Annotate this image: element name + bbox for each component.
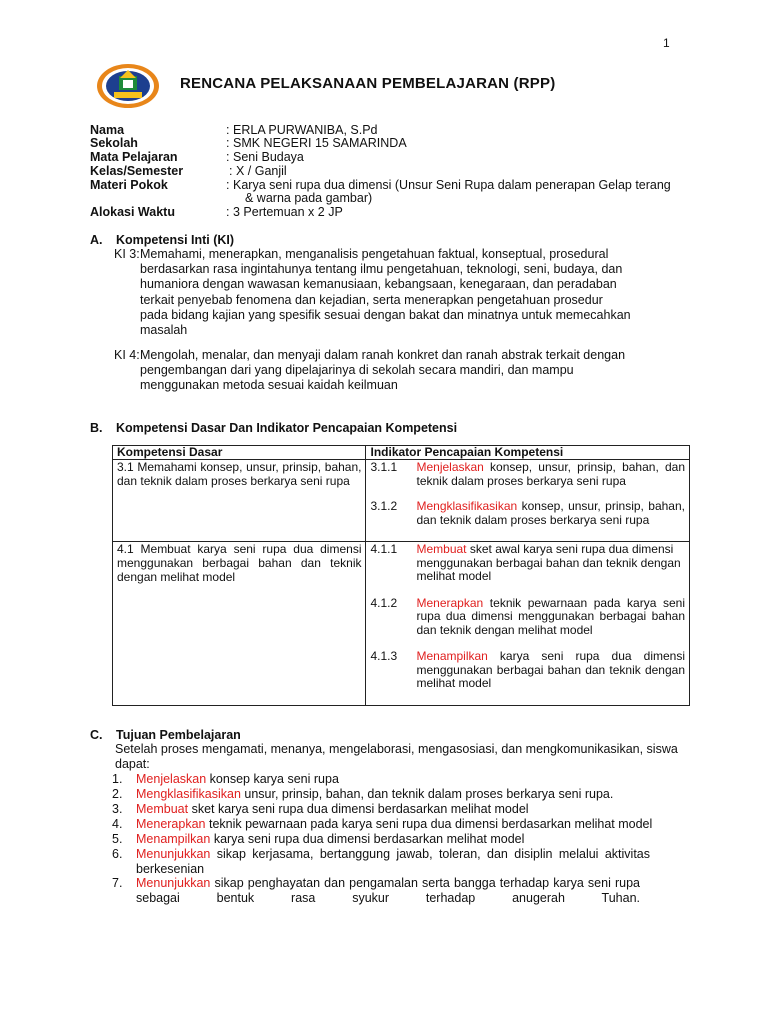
identity-value-continued: & warna pada gambar) xyxy=(245,191,373,205)
ki4-label: KI 4: xyxy=(114,348,140,362)
section-letter: B. xyxy=(90,421,103,435)
indicator-rest: teknik pewarnaan pada karya seni rupa dua dimensi menggunakan berbagai bahan dan teknik dengan melihat model xyxy=(416,595,685,637)
indicator-text xyxy=(416,597,685,638)
table-row xyxy=(113,460,690,542)
ki4-line: Mengolah, menalar, dan menyaji dalam ranah konkret dan ranah abstrak terkait dengan xyxy=(140,348,626,362)
indicator-rest: karya seni rupa dua dimensi menggunakan berbagai bahan dan teknik dengan melihat model xyxy=(416,649,685,690)
indicator-text xyxy=(416,500,685,527)
identity-label: Alokasi Waktu xyxy=(90,205,175,219)
school-logo-emblem xyxy=(96,62,160,110)
tujuan-item xyxy=(112,772,672,787)
identity-value: Karya seni rupa dua dimensi (Unsur Seni Rupa dalam penerapan Gelap terang xyxy=(233,178,671,192)
indicator-rest: konsep, unsur, prinsip, bahan, dan teknik dalam proses berkarya seni rupa xyxy=(416,460,685,488)
tujuan-item xyxy=(112,817,672,832)
tujuan-verb: Mengklasifikasikan xyxy=(136,787,241,801)
identity-label: Materi Pokok xyxy=(90,178,168,192)
identity-separator: : xyxy=(226,123,230,137)
table-row xyxy=(113,542,690,706)
kd-text: 3.1 Memahami konsep, unsur, prinsip, bahan, dan teknik dalam proses berkarya seni rupa xyxy=(117,460,362,488)
ki3-label: KI 3: xyxy=(114,247,140,261)
identity-value: X / Ganjil xyxy=(236,164,287,178)
ki3-text xyxy=(140,247,673,338)
tujuan-item xyxy=(112,787,672,802)
tujuan-text xyxy=(136,832,672,847)
kd-cell xyxy=(113,460,366,542)
identity-row-mata-pelajaran xyxy=(90,150,710,164)
indicator-number: 3.1.2 xyxy=(370,499,398,513)
tujuan-verb: Menunjukkan xyxy=(136,876,211,890)
tujuan-rest: konsep karya seni rupa xyxy=(206,772,339,786)
identity-value: 3 Pertemuan x 2 JP xyxy=(233,205,343,219)
tujuan-number: 7. xyxy=(112,876,123,890)
tujuan-number: 2. xyxy=(112,787,123,801)
section-c-heading xyxy=(90,728,241,742)
identity-row-nama xyxy=(90,123,710,137)
identity-row-alokasi-waktu xyxy=(90,205,710,219)
col-header-ipk: Indikator Pencapaian Kompetensi xyxy=(366,446,690,460)
identity-separator: : xyxy=(226,178,230,192)
section-title: Kompetensi Dasar Dan Indikator Pencapaian Kompetensi xyxy=(116,421,458,435)
tujuan-intro-line: dapat: xyxy=(115,757,150,771)
ki3-line: Memahami, menerapkan, menganalisis pengetahuan faktual, konseptual, prosedural xyxy=(140,247,609,261)
kd-cell xyxy=(113,542,366,706)
indicator-number: 4.1.1 xyxy=(370,542,398,556)
indicator-text xyxy=(416,650,685,691)
ki4-text xyxy=(140,348,673,394)
ki3-line: humaniora dengan wawasan kemanusiaan, kebangsaan, kenegaraan, dan peradaban xyxy=(140,277,617,292)
identity-label: Sekolah xyxy=(90,136,138,150)
indicator-rest: konsep, unsur, prinsip, bahan, dan teknik dalam proses berkarya seni rupa xyxy=(416,499,685,527)
tujuan-number: 1. xyxy=(112,772,123,786)
ipk-cell xyxy=(366,542,690,706)
tujuan-verb: Menampilkan xyxy=(136,832,211,846)
indicator-number: 4.1.3 xyxy=(370,649,398,663)
identity-value: Seni Budaya xyxy=(233,150,304,164)
tujuan-text xyxy=(136,817,672,832)
section-letter: A. xyxy=(90,233,103,247)
tujuan-number: 5. xyxy=(112,832,123,846)
section-title: Kompetensi Inti (KI) xyxy=(116,233,235,247)
tujuan-text xyxy=(136,802,672,817)
indicator-number: 3.1.1 xyxy=(370,460,398,474)
indicator-text xyxy=(416,543,685,584)
tujuan-item xyxy=(112,847,650,877)
tujuan-text xyxy=(136,847,650,877)
tujuan-verb: Menunjukkan xyxy=(136,847,211,861)
col-header-kd: Kompetensi Dasar xyxy=(113,446,366,460)
tujuan-verb: Membuat xyxy=(136,802,189,816)
indicator-verb: Membuat xyxy=(416,542,467,556)
ki4-line: menggunakan metoda sesuai kaidah keilmuan xyxy=(140,378,398,393)
identity-value: SMK NEGERI 15 SAMARINDA xyxy=(233,136,407,150)
tujuan-number: 3. xyxy=(112,802,123,816)
tujuan-text xyxy=(136,876,640,906)
indicator-item xyxy=(370,500,685,527)
tujuan-text xyxy=(136,787,672,802)
ki3-line: masalah xyxy=(140,323,188,338)
identity-label: Nama xyxy=(90,123,125,137)
identity-separator: : xyxy=(226,150,230,164)
identity-separator: : xyxy=(226,205,230,219)
tujuan-item xyxy=(112,802,672,817)
indicator-verb: Mengklasifikasikan xyxy=(416,499,518,513)
document-title: RENCANA PELAKSANAAN PEMBELAJARAN (RPP) xyxy=(180,75,556,92)
tujuan-item xyxy=(112,832,672,847)
section-a-heading xyxy=(90,233,234,247)
indicator-verb: Menjelaskan xyxy=(416,460,484,474)
indicator-item xyxy=(370,461,685,488)
identity-row-materi-pokok xyxy=(90,178,710,192)
tujuan-item xyxy=(112,876,640,906)
school-logo xyxy=(96,62,160,110)
tujuan-rest: sket karya seni rupa dua dimensi berdasarkan melihat model xyxy=(188,802,529,816)
tujuan-verb: Menerapkan xyxy=(136,817,206,831)
tujuan-number: 6. xyxy=(112,847,123,861)
tujuan-rest: sikap kerjasama, bertanggung jawab, toleran, dan disiplin melalui aktivitas berkesenian xyxy=(136,847,650,876)
identity-label: Mata Pelajaran xyxy=(90,150,178,164)
tujuan-text xyxy=(136,772,672,787)
kd-text: 4.1 Membuat karya seni rupa dua dimensi menggunakan berbagai bahan dan teknik dengan melihat model xyxy=(117,542,362,584)
indicator-item xyxy=(370,597,685,638)
tujuan-intro-line: Setelah proses mengamati, menanya, mengelaborasi, mengasosiasi, dan mengkomunikasikan, siswa xyxy=(115,742,678,756)
tujuan-number: 4. xyxy=(112,817,123,831)
indicator-item xyxy=(370,543,685,584)
indicator-item xyxy=(370,650,685,691)
indicator-number: 4.1.2 xyxy=(370,595,398,610)
tujuan-verb: Menjelaskan xyxy=(136,772,207,786)
identity-row-kelas-semester xyxy=(90,164,710,178)
table-header-row xyxy=(113,446,690,460)
ki3-line: berdasarkan rasa ingintahunya tentang ilmu pengetahuan, teknologi, seni, budaya, dan xyxy=(140,262,623,277)
ki4-line: pengembangan dari yang dipelajarinya di sekolah secara mandiri, dan mampu xyxy=(140,363,574,378)
identity-label: Kelas/Semester xyxy=(90,164,184,178)
ki3-line: terkait penyebab fenomena dan kejadian, serta menerapkan pengetahuan prosedur xyxy=(140,292,603,307)
identity-separator: : xyxy=(229,164,233,178)
section-letter: C. xyxy=(90,728,103,742)
identity-row-sekolah xyxy=(90,136,710,150)
identity-value: ERLA PURWANIBA, S.Pd xyxy=(233,123,378,137)
ki3-line: pada bidang kajian yang spesifik sesuai dengan bakat dan minatnya untuk memecahkan xyxy=(140,307,631,322)
tujuan-rest: unsur, prinsip, bahan, dan teknik dalam proses berkarya seni rupa. xyxy=(240,787,614,801)
tujuan-rest: teknik pewarnaan pada karya seni rupa dua dimensi berdasarkan melihat model xyxy=(205,817,653,831)
ipk-cell xyxy=(366,460,690,542)
indicator-rest: sket awal karya seni rupa dua dimensi menggunakan berbagai bahan dan teknik dengan melihat model xyxy=(416,542,681,583)
identity-separator: : xyxy=(226,136,230,150)
tujuan-rest: sikap penghayatan dan pengamalan serta bangga terhadap karya seni rupa sebagai bentuk rasa syukur terhadap anugerah Tuhan. xyxy=(136,876,640,905)
section-b-heading xyxy=(90,421,457,435)
tujuan-rest: karya seni rupa dua dimensi berdasarkan melihat model xyxy=(210,832,525,846)
page-number: 1 xyxy=(663,36,670,50)
section-title: Tujuan Pembelajaran xyxy=(116,728,241,742)
kompetensi-table xyxy=(112,445,690,706)
indicator-verb: Menerapkan xyxy=(416,595,484,610)
indicator-text xyxy=(416,461,685,488)
indicator-verb: Menampilkan xyxy=(416,649,488,663)
